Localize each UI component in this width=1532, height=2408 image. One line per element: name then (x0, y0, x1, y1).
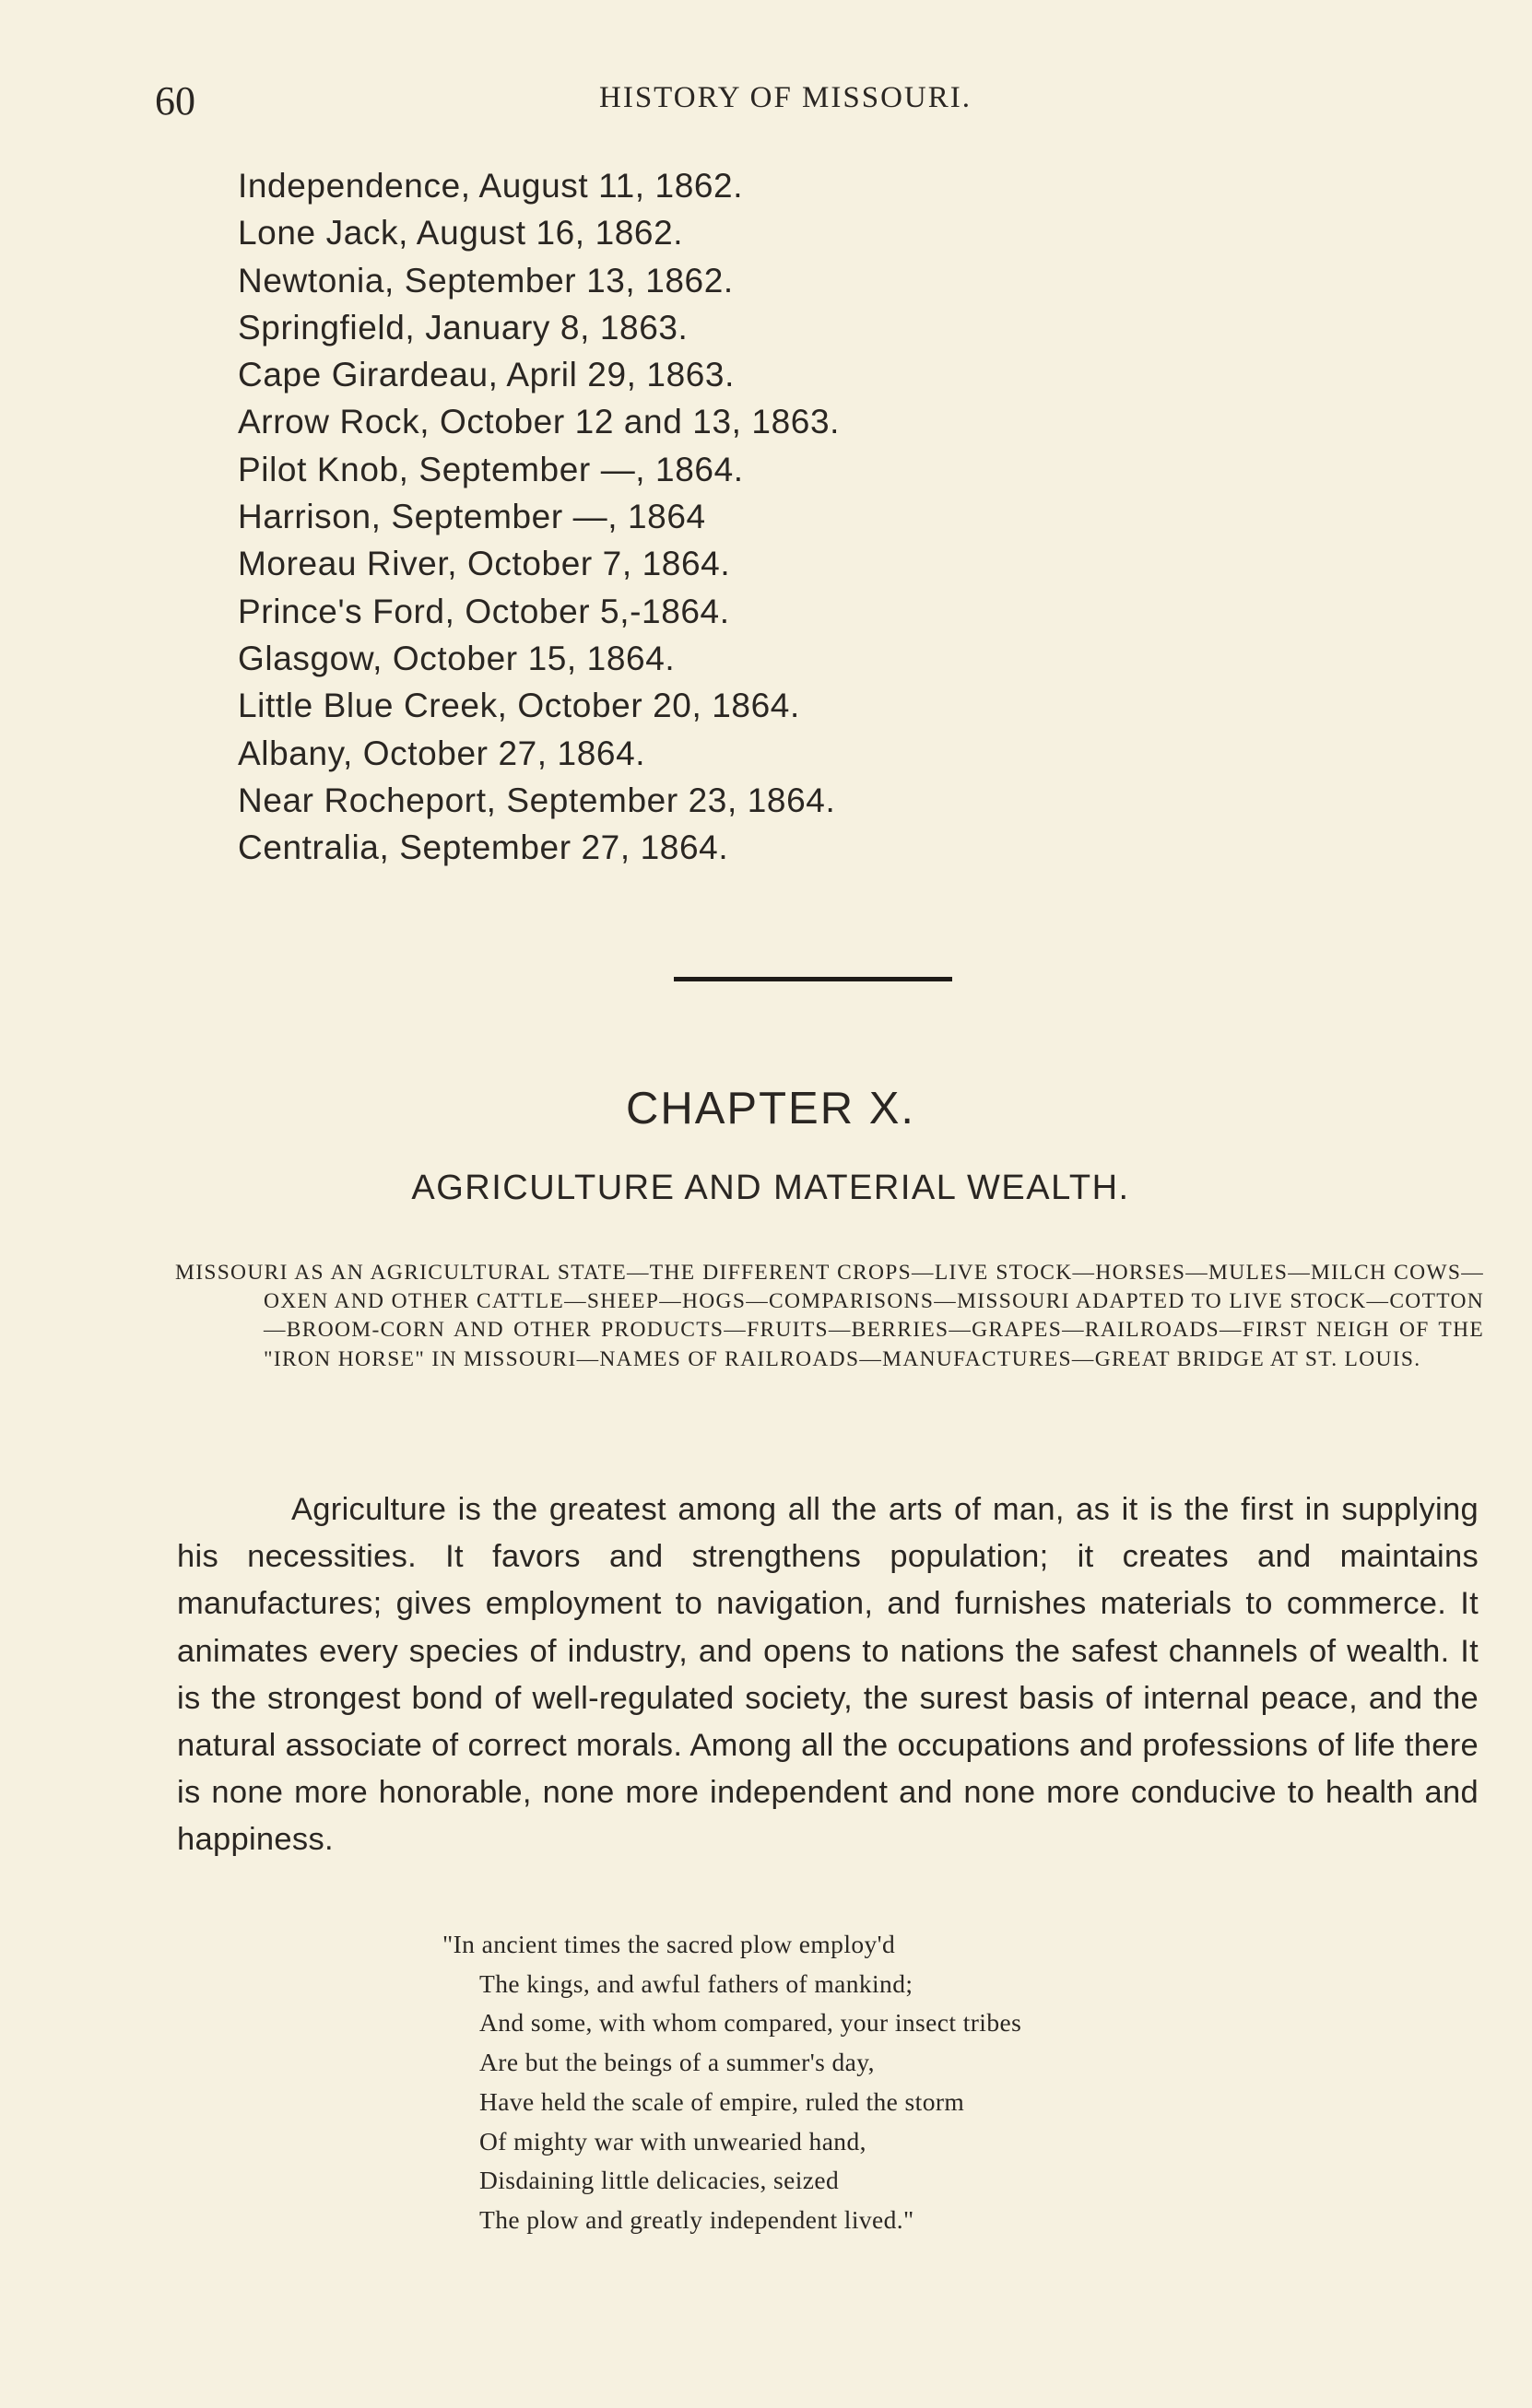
battle-entry: Prince's Ford, October 5,-1864. (238, 592, 730, 630)
poem-line: "In ancient times the sacred plow employ'd (442, 1930, 896, 1958)
page-number: 60 (155, 78, 195, 123)
poem-line: Have held the scale of empire, ruled the storm (479, 2086, 965, 2116)
battle-list (238, 162, 840, 871)
battle-entry: Glasgow, October 15, 1864. (238, 639, 676, 677)
chapter-title: AGRICULTURE AND MATERIAL WEALTH. (411, 1169, 1130, 1207)
battle-entry: Albany, October 27, 1864. (238, 734, 646, 772)
battle-entry: Moreau River, October 7, 1864. (238, 545, 731, 583)
battle-entry: Arrow Rock, October 12 and 13, 1863. (238, 403, 841, 441)
battle-entry: Pilot Knob, September —, 1864. (238, 450, 744, 488)
body-paragraph: Agriculture is the greatest among all the arts of man, as it is the first in supplying his necessities. It favors and strengthens population; it creates and maintains manufactures; gives employment to navigation, and furnishes materials to commerce. It animates every species of industry, and opens to nations the safest channels of wealth. It is the strongest bond of well-regulated society, the surest basis of internal peace, and the natural associate of correct morals. Among all the occupations and professions of life there is none more honorable, none more independent and none more conducive to health and happiness. (177, 1492, 1479, 1858)
battle-entry: Independence, August 11, 1862. (238, 167, 744, 205)
battle-entry: Cape Girardeau, April 29, 1863. (238, 356, 735, 394)
poem-line: And some, with whom compared, your insect tribes (479, 2008, 1022, 2038)
battle-entry: Lone Jack, August 16, 1862. (238, 214, 684, 253)
battle-entry: Near Rocheport, September 23, 1864. (238, 781, 836, 819)
poem-line: Of mighty war with unwearied hand, (479, 2126, 866, 2155)
poem-quotation (442, 1925, 1021, 2240)
chapter-number: CHAPTER X. (625, 1084, 916, 1134)
battle-entry: Harrison, September —, 1864 (238, 498, 706, 536)
battle-entry: Springfield, January 8, 1863. (238, 308, 689, 347)
battle-entry: Centralia, September 27, 1864. (238, 828, 729, 867)
poem-line: Disdaining little delicacies, seized (479, 2166, 840, 2195)
poem-line: The plow and greatly independent lived." (479, 2204, 914, 2234)
running-head: HISTORY OF MISSOURI. (599, 81, 972, 114)
chapter-synopsis: MISSOURI AS AN AGRICULTURAL STATE—THE DIFFERENT CROPS—LIVE STOCK—HORSES—MULES—MILCH COWS—OXEN AND OTHER CATTLE—SHEEP—HOGS—COMPARISONS—MISSOURI ADAPTED TO LIVE STOCK—COTTON—BROOM-CORN AND OTHER PRODUCTS—FRUITS—BERRIES—GRAPES—RAILROADS—FIRST NEIGH OF THE "IRON HORSE" IN MISSOURI—NAMES OF RAILROADS—MANUFACTURES—GREAT BRIDGE AT ST. LOUIS. (175, 1261, 1484, 1371)
section-divider (674, 977, 952, 981)
poem-line: Are but the beings of a summer's day, (479, 2048, 875, 2077)
poem-line: The kings, and awful fathers of mankind; (479, 1968, 913, 1998)
battle-entry: Little Blue Creek, October 20, 1864. (238, 687, 800, 725)
battle-entry: Newtonia, September 13, 1862. (238, 261, 734, 300)
